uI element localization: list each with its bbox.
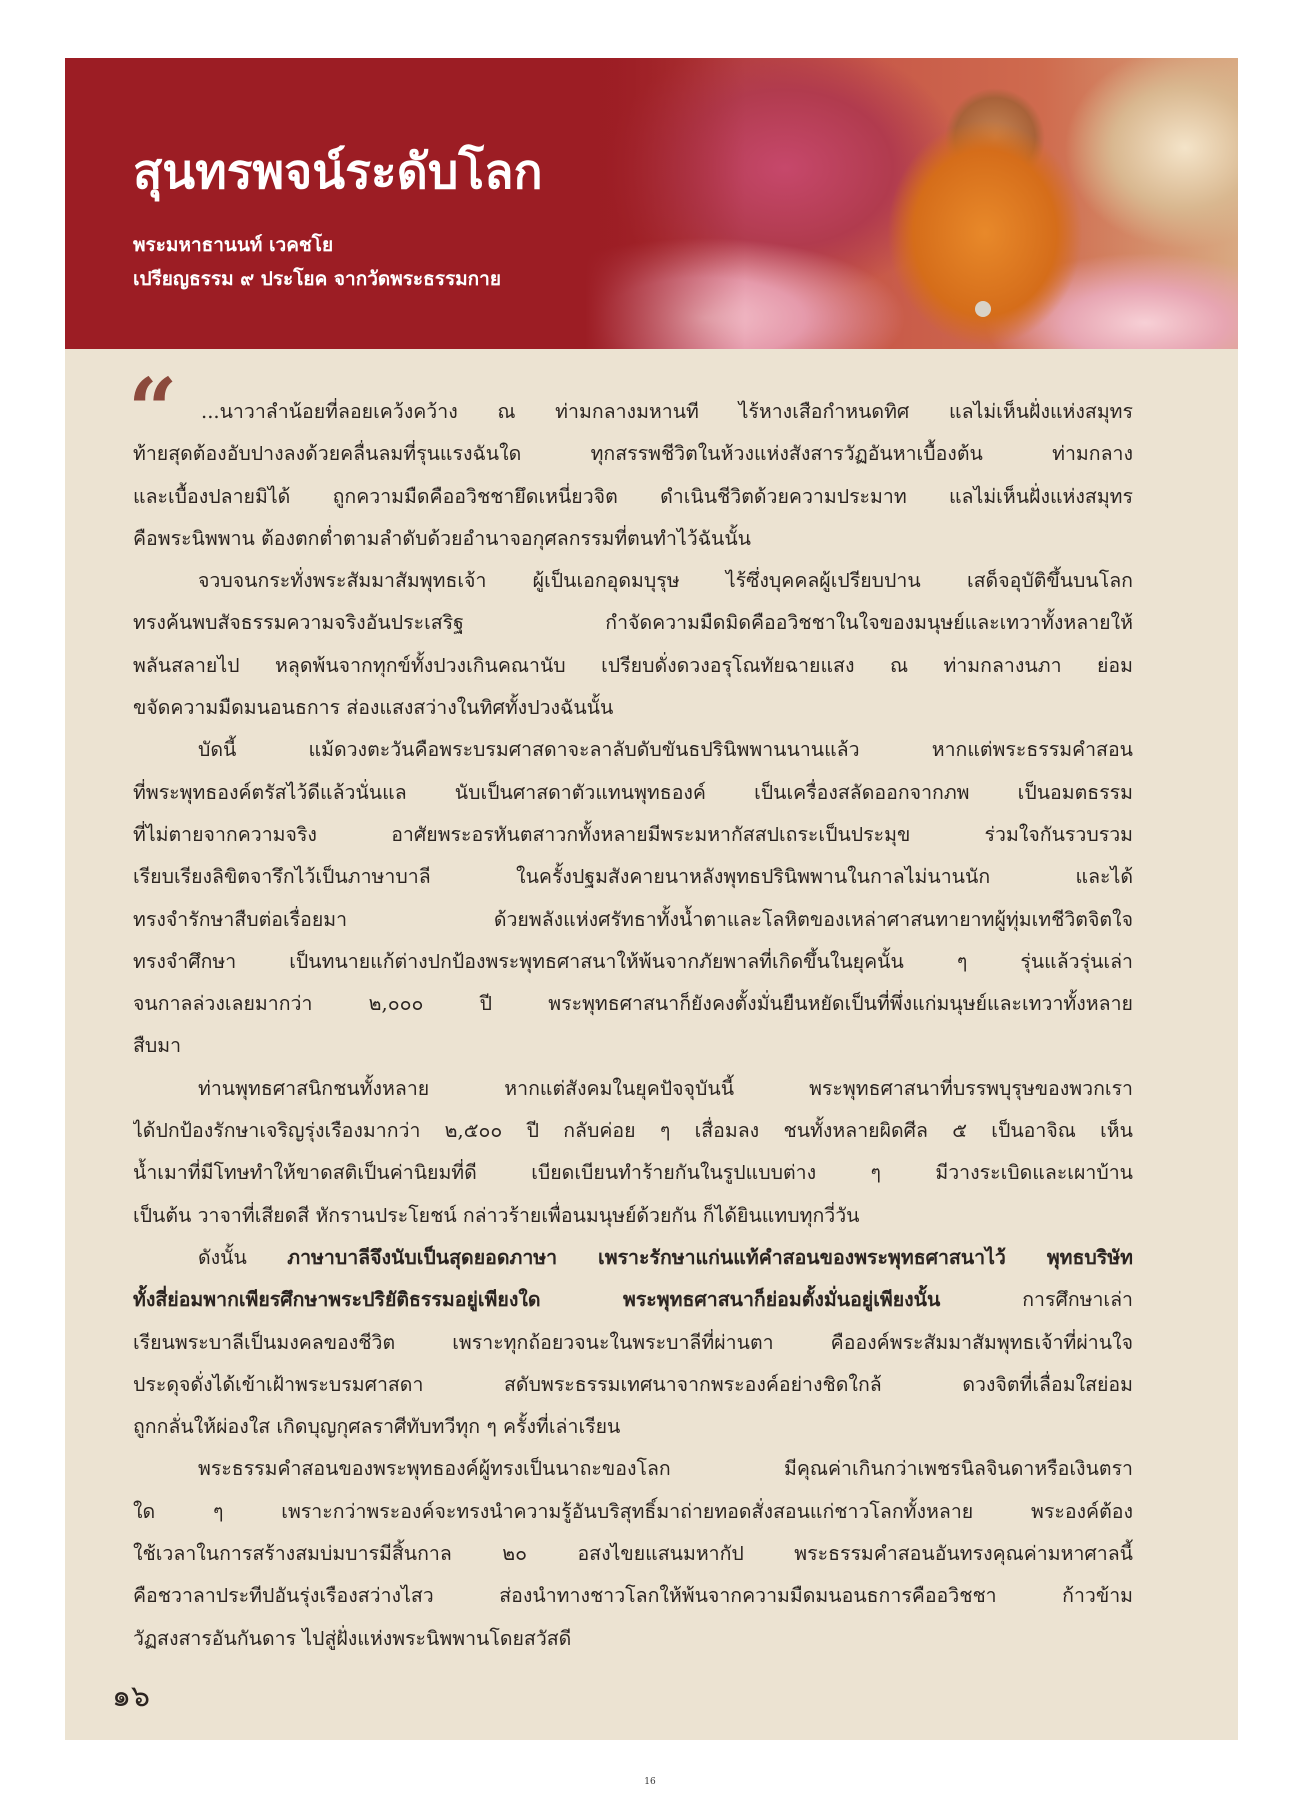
body-line: ทรงจำศึกษา เป็นทนายแก้ต่างปกป้องพระพุทธศาสนาให้พ้นจากภัยพาลที่เกิดขึ้นในยุคนั้น ๆ รุ่นแล้วรุ่นเล่า [133, 949, 1133, 973]
page-number: ๑๖ [112, 1679, 151, 1714]
body-line: และเบื้องปลายมิได้ ถูกความมืดคืออวิชชายึดเหนี่ยวจิต ดำเนินชีวิตด้วยความประมาท แลไม่เห็นฝั่งแห่งสมุทร [133, 484, 1133, 508]
body-line: ที่พระพุทธองค์ตรัสไว้ดีแล้วนั่นแล นับเป็นศาสดาตัวแทนพุทธองค์ เป็นเครื่องสลัดออกจากภพ เป็นอมตธรรม [133, 780, 1133, 804]
body-line: เรียนพระบาลีเป็นมงคลของชีวิต เพราะทุกถ้อยวจนะในพระบาลีที่ผ่านตา คือองค์พระสัมมาสัมพุทธเจ้าที่ผ่านใจ [133, 1330, 1133, 1354]
body-line: ใช้เวลาในการสร้างสมบ่มบารมีสิ้นกาล ๒๐ อสงไขยแสนมหากัป พระธรรมคำสอนอันทรงคุณค่ามหาศาลนี้ [133, 1542, 1133, 1566]
body-line: ท้ายสุดต้องอับปางลงด้วยคลื่นลมที่รุนแรงฉันใด ทุกสรรพชีวิตในห้วงแห่งสังสารวัฏอันหาเบื้องต้น ท่ามกลาง [133, 442, 1133, 466]
body-line: พระธรรมคำสอนของพระพุทธองค์ผู้ทรงเป็นนาถะของโลก มีคุณค่าเกินกว่าเพชรนิลจินดาหรือเงินตรา [198, 1457, 1133, 1481]
bold-paragraph-line-1 [133, 1237, 1133, 1279]
bold-paragraph-line-2 [133, 1279, 1133, 1321]
footer-page-number: 16 [644, 1777, 656, 1787]
body-line: น้ำเมาที่มีโทษทำให้ขาดสติเป็นค่านิยมที่ดี เบียดเบียนทำร้ายกันในรูปแบบต่าง ๆ มีวางระเบิดและเผาบ้าน [133, 1161, 1133, 1185]
body-line: จนกาลล่วงเลยมากว่า ๒,๐๐๐ ปี พระพุทธศาสนาก็ยังคงตั้งมั่นยืนหยัดเป็นที่พึ่งแก่มนุษย์และเทวาทั้งหลาย [133, 992, 1133, 1016]
author-block [133, 228, 501, 296]
body-line: ประดุจดั่งได้เข้าเฝ้าพระบรมศาสดา สดับพระธรรมเทศนาจากพระองค์อย่างชิดใกล้ ดวงจิตที่เลื่อมใสย่อม [133, 1372, 1133, 1396]
page-title: สุนทรพจน์ระดับโลก [133, 144, 543, 200]
author-credential: เปรียญธรรม ๙ ประโยค จากวัดพระธรรมกาย [133, 268, 501, 290]
body-line: ...นาวาลำน้อยที่ลอยเคว้งคว้าง ณ ท่ามกลางมหานที ไร้หางเสือกำหนดทิศ แลไม่เห็นฝั่งแห่งสมุทร [201, 400, 1133, 423]
bold-text: ภาษาบาลีจึงนับเป็นสุดยอดภาษา เพราะรักษาแก่นแท้คำสอนของพระพุทธศาสนาไว้ พุทธบริษัท [287, 1245, 1133, 1269]
body-line: ท่านพุทธศาสนิกชนทั้งหลาย หากแต่สังคมในยุคปัจจุบันนี้ พระพุทธศาสนาที่บรรพบุรุษของพวกเรา [198, 1076, 1133, 1100]
microphone-icon [975, 301, 991, 317]
bold-lead-text: ดังนั้น [198, 1245, 288, 1269]
body-line: บัดนี้ แม้ดวงตะวันคือพระบรมศาสดาจะลาลับดับขันธปรินิพพานนานแล้ว หากแต่พระธรรมคำสอน [198, 738, 1133, 762]
body-line: ได้ปกป้องรักษาเจริญรุ่งเรืองมากว่า ๒,๕๐๐ ปี กลับค่อย ๆ เสื่อมลง ชนทั้งหลายผิดศีล ๕ เป็นอาจิณ เห็น [133, 1119, 1133, 1143]
body-line: เป็นต้น วาจาที่เสียดสี หักรานประโยชน์ กล่าวร้ายเพื่อนมนุษย์ด้วยกัน ก็ได้ยินแทบทุกวี่วัน [133, 1203, 860, 1227]
body-line: ทรงค้นพบสัจธรรมความจริงอันประเสริฐ กำจัดความมืดมิดคืออวิชชาในใจของมนุษย์และเทวาทั้งหลายให้ [133, 611, 1133, 635]
body-line: พลันสลายไป หลุดพ้นจากทุกข์ทั้งปวงเกินคณานับ เปรียบดั่งดวงอรุโณทัยฉายแสง ณ ท่ามกลางนภา ย่อม [133, 653, 1133, 677]
tail-text: การศึกษาเล่า [940, 1288, 1133, 1312]
body-line: ถูกกลั่นให้ผ่องใส เกิดบุญกุศลราศีทับทวีทุก ๆ ครั้งที่เล่าเรียน [133, 1415, 621, 1439]
body-line: คือพระนิพพาน ต้องตกต่ำตามลำดับด้วยอำนาจอกุศลกรรมที่ตนทำไว้ฉันนั้น [133, 526, 752, 550]
photo-fade [585, 58, 745, 349]
body-line: ทรงจำรักษาสืบต่อเรื่อยมา ด้วยพลังแห่งศรัทธาทั้งน้ำตาและโลหิตของเหล่าศาสนทายาทผู้ทุ่มเทชีวิตจิตใจ [133, 907, 1133, 931]
body-line: ขจัดความมืดมนอนธการ ส่องแสงสว่างในทิศทั้งปวงฉันนั้น [133, 696, 614, 720]
bold-text: ทั้งสี่ย่อมพากเพียรศึกษาพระปริยัติธรรมอยู่เพียงใด พระพุทธศาสนาก็ย่อมตั้งมั่นอยู่เพียงนั้น [133, 1288, 941, 1312]
header-banner [65, 58, 1238, 349]
body-line: เรียบเรียงลิขิตจารึกไว้เป็นภาษาบาลี ในครั้งปฐมสังคายนาหลังพุทธปรินิพพานในกาลไม่นานนัก และได้ [133, 865, 1133, 889]
article-body [133, 391, 1133, 1660]
body-line: วัฏสงสารอันกันดาร ไปสู่ฝั่งแห่งพระนิพพานโดยสวัสดี [133, 1626, 572, 1650]
author-name: พระมหาธานนท์ เวคชโย [133, 234, 334, 256]
body-line: จวบจนกระทั่งพระสัมมาสัมพุทธเจ้า ผู้เป็นเอกอุดมบุรุษ ไร้ซึ่งบุคคลผู้เปรียบปาน เสด็จอุบัติขึ้นบนโลก [198, 569, 1133, 593]
body-line: ใด ๆ เพราะกว่าพระองค์จะทรงนำความรู้อันบริสุทธิ์มาถ่ายทอดสั่งสอนแก่ชาวโลกทั้งหลาย พระองค์ต้อง [133, 1499, 1133, 1523]
body-line: ที่ไม่ตายจากความจริง อาศัยพระอรหันตสาวกทั้งหลายมีพระมหากัสสปเถระเป็นประมุข ร่วมใจกันรวบรวม [133, 822, 1133, 846]
body-line: คือชวาลาประทีปอันรุ่งเรืองสว่างไสว ส่องนำทางชาวโลกให้พ้นจากความมืดมนอนธการคืออวิชชา ก้าวข้าม [133, 1584, 1133, 1608]
body-line: สืบมา [133, 1034, 182, 1058]
open-quote-mark: “ [128, 360, 178, 461]
